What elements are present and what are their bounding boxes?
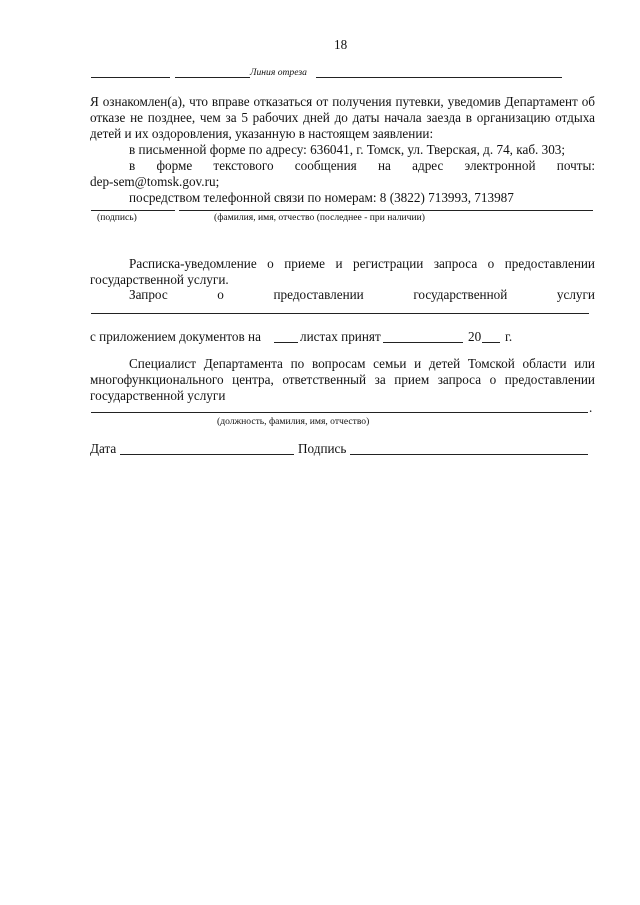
receipt-title-line-1: Расписка-уведомление о приеме и регистрации запроса о предоставлении [129,256,595,271]
notice-line-1: Я ознакомлен(а), что вправе отказаться от получения путевки, уведомив Департамент об [90,94,595,109]
docs-year-blank [482,342,500,343]
specialist-blank-line [91,412,588,413]
cut-line-label: Линия отреза [250,67,307,78]
cut-line-blank-1 [91,77,170,78]
full-name-line [179,210,593,211]
signature-blank-line [350,454,588,455]
page-number: 18 [334,37,348,52]
request-blank-line [91,313,589,314]
notice-phone: посредством телефонной связи по номерам: 8 (3822) 713993, 713987 [129,190,514,205]
signature-label: Подпись [298,441,347,456]
notice-email-line: в форме текстового сообщения на адрес электронной почты: [129,158,595,173]
notice-written-form: в письменной форме по адресу: 636041, г. Томск, ул. Тверская, д. 74, каб. 303; [129,142,566,157]
receipt-request-line: Запрос о предоставлении государственной услуги [129,287,595,302]
specialist-line-2: многофункционального центра, ответственный за прием запроса о предоставлении [90,372,595,387]
date-label: Дата [90,441,117,456]
cut-line-blank-2 [175,77,250,78]
signature-caption: (подпись) [97,212,137,223]
specialist-caption: (должность, фамилия, имя, отчество) [217,416,370,427]
cut-line-blank-3 [316,77,562,78]
docs-middle: листах принят [300,329,381,344]
notice-line-3: детей и их оздоровления, указанную в настоящем заявлении: [90,126,434,141]
specialist-line-1: Специалист Департамента по вопросам семьи и детей Томской области или [129,356,595,371]
full-name-caption: (фамилия, имя, отчество (последнее - при наличии) [214,212,425,223]
signature-line [91,210,175,211]
docs-prefix: с приложением документов на [90,329,261,344]
specialist-line-3: государственной услуги [90,388,226,403]
docs-sheets-blank [274,342,298,343]
notice-email-address: dep-sem@tomsk.gov.ru; [90,174,220,189]
date-blank-line [120,454,294,455]
docs-year: 20 [468,329,482,344]
specialist-end-period: . [589,400,593,415]
docs-date-blank [383,342,463,343]
notice-line-2: отказе не позднее, чем за 5 рабочих дней до даты начала заезда в организацию отдыха [90,110,595,125]
receipt-title-line-2: государственной услуги. [90,272,229,287]
docs-suffix: г. [505,329,513,344]
